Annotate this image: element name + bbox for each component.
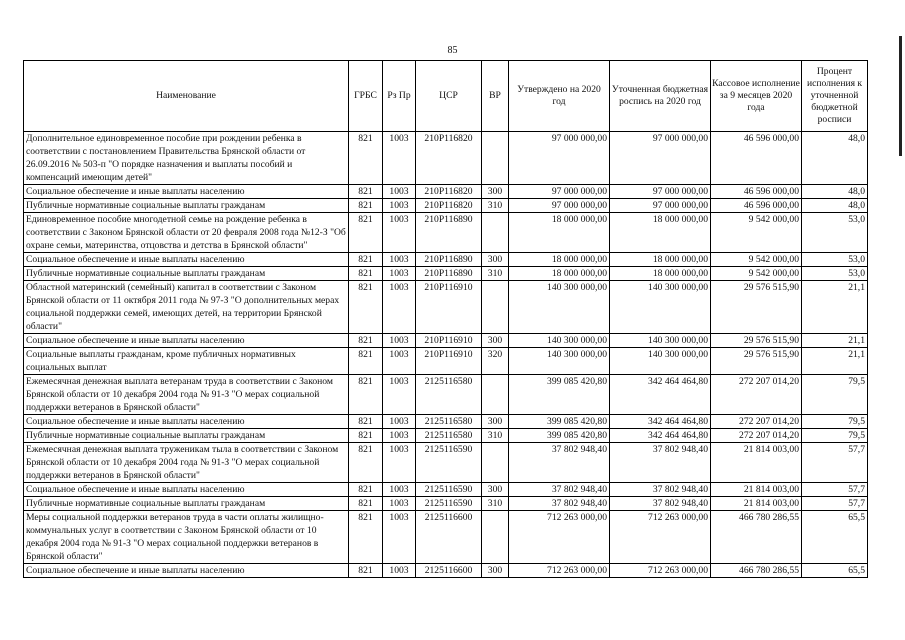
cell-rzpr: 1003	[383, 415, 416, 429]
cell-rzpr: 1003	[383, 429, 416, 443]
cell-percent: 48,0	[802, 185, 868, 199]
cell-grbs: 821	[349, 334, 383, 348]
cell-grbs: 821	[349, 415, 383, 429]
cell-vr	[482, 281, 509, 334]
cell-percent: 65,5	[802, 564, 868, 578]
cell-vr: 300	[482, 334, 509, 348]
cell-revised: 97 000 000,00	[610, 185, 711, 199]
cell-csr: 210P116910	[416, 281, 482, 334]
cell-percent: 53,0	[802, 267, 868, 281]
cell-vr: 300	[482, 185, 509, 199]
cell-revised: 37 802 948,40	[610, 443, 711, 483]
table-row	[24, 334, 868, 348]
cell-approved: 37 802 948,40	[509, 483, 610, 497]
cell-vr	[482, 375, 509, 415]
cell-csr: 2125116580	[416, 415, 482, 429]
cell-name: Социальное обеспечение и иные выплаты населению	[24, 253, 349, 267]
table-row	[24, 443, 868, 483]
cell-name: Ежемесячная денежная выплата труженикам тыла в соответствии с Законом Брянской области от 10 декабря 2004 года № 91-З "О мерах социальной поддержки ветеранов в Брянской области"	[24, 443, 349, 483]
cell-approved: 37 802 948,40	[509, 443, 610, 483]
cell-rzpr: 1003	[383, 267, 416, 281]
cell-percent: 21,1	[802, 281, 868, 334]
cell-csr: 2125116600	[416, 564, 482, 578]
table-row	[24, 415, 868, 429]
cell-approved: 18 000 000,00	[509, 213, 610, 253]
cell-executed: 46 596 000,00	[711, 199, 802, 213]
cell-percent: 53,0	[802, 253, 868, 267]
cell-rzpr: 1003	[383, 497, 416, 511]
cell-executed: 272 207 014,20	[711, 415, 802, 429]
cell-grbs: 821	[349, 497, 383, 511]
cell-revised: 712 263 000,00	[610, 511, 711, 564]
cell-rzpr: 1003	[383, 185, 416, 199]
cell-executed: 9 542 000,00	[711, 253, 802, 267]
header-revised: Уточненная бюджетная роспись на 2020 год	[610, 61, 711, 132]
cell-revised: 37 802 948,40	[610, 483, 711, 497]
header-approved: Утверждено на 2020 год	[509, 61, 610, 132]
cell-percent: 48,0	[802, 132, 868, 185]
cell-approved: 140 300 000,00	[509, 348, 610, 375]
cell-approved: 399 085 420,80	[509, 429, 610, 443]
cell-rzpr: 1003	[383, 348, 416, 375]
cell-rzpr: 1003	[383, 199, 416, 213]
header-percent: Процент исполнения к уточненной бюджетной росписи	[802, 61, 868, 132]
cell-approved: 399 085 420,80	[509, 415, 610, 429]
cell-percent: 79,5	[802, 429, 868, 443]
cell-csr: 2125116590	[416, 483, 482, 497]
cell-revised: 342 464 464,80	[610, 375, 711, 415]
cell-executed: 21 814 003,00	[711, 497, 802, 511]
table-row	[24, 497, 868, 511]
table-row	[24, 253, 868, 267]
cell-revised: 712 263 000,00	[610, 564, 711, 578]
cell-name: Социальное обеспечение и иные выплаты населению	[24, 415, 349, 429]
cell-csr: 210P116820	[416, 132, 482, 185]
cell-csr: 2125116580	[416, 429, 482, 443]
cell-grbs: 821	[349, 267, 383, 281]
header-csr: ЦСР	[416, 61, 482, 132]
cell-name: Социальное обеспечение и иные выплаты населению	[24, 483, 349, 497]
cell-grbs: 821	[349, 375, 383, 415]
cell-vr	[482, 132, 509, 185]
cell-grbs: 821	[349, 511, 383, 564]
cell-name: Публичные нормативные социальные выплаты гражданам	[24, 267, 349, 281]
cell-revised: 342 464 464,80	[610, 429, 711, 443]
cell-vr: 320	[482, 348, 509, 375]
cell-name: Публичные нормативные социальные выплаты гражданам	[24, 199, 349, 213]
cell-executed: 9 542 000,00	[711, 213, 802, 253]
cell-rzpr: 1003	[383, 253, 416, 267]
cell-executed: 46 596 000,00	[711, 132, 802, 185]
cell-csr: 2125116590	[416, 443, 482, 483]
table-row	[24, 185, 868, 199]
cell-executed: 21 814 003,00	[711, 483, 802, 497]
cell-name: Дополнительное единовременное пособие при рождении ребенка в соответствии с постановлением Правительства Брянской области от 26.09.2016 № 503-п "О порядке назначения и выплаты пособий и компенсаций имеющим детей"	[24, 132, 349, 185]
header-vr: ВР	[482, 61, 509, 132]
cell-csr: 210P116820	[416, 185, 482, 199]
cell-rzpr: 1003	[383, 511, 416, 564]
cell-vr: 310	[482, 267, 509, 281]
cell-approved: 399 085 420,80	[509, 375, 610, 415]
cell-grbs: 821	[349, 253, 383, 267]
cell-approved: 97 000 000,00	[509, 199, 610, 213]
cell-name: Областной материнский (семейный) капитал в соответствии с Законом Брянской области от 11 октября 2011 года № 97-З "О дополнительных мерах социальной поддержки семей, имеющих детей, на территории Брянской области"	[24, 281, 349, 334]
cell-csr: 210P116890	[416, 267, 482, 281]
cell-approved: 712 263 000,00	[509, 511, 610, 564]
cell-grbs: 821	[349, 185, 383, 199]
budget-execution-table	[23, 60, 868, 578]
cell-rzpr: 1003	[383, 375, 416, 415]
cell-rzpr: 1003	[383, 132, 416, 185]
cell-vr: 310	[482, 429, 509, 443]
cell-name: Ежемесячная денежная выплата ветеранам труда в соответствии с Законом Брянской области от 10 декабря 2004 года № 91-З "О мерах социальной поддержки ветеранов в Брянской области"	[24, 375, 349, 415]
header-name: Наименование	[24, 61, 349, 132]
cell-csr: 2125116580	[416, 375, 482, 415]
cell-executed: 466 780 286,55	[711, 564, 802, 578]
cell-approved: 140 300 000,00	[509, 281, 610, 334]
cell-revised: 37 802 948,40	[610, 497, 711, 511]
cell-name: Публичные нормативные социальные выплаты гражданам	[24, 429, 349, 443]
cell-vr	[482, 213, 509, 253]
cell-grbs: 821	[349, 281, 383, 334]
cell-percent: 57,7	[802, 497, 868, 511]
cell-vr: 300	[482, 253, 509, 267]
header-grbs: ГРБС	[349, 61, 383, 132]
cell-grbs: 821	[349, 564, 383, 578]
cell-executed: 29 576 515,90	[711, 281, 802, 334]
cell-name: Единовременное пособие многодетной семье на рождение ребенка в соответствии с Законом Брянской области от 20 февраля 2008 года №12-З "Об охране семьи, материнства, отцовства и детства в Брянской области"	[24, 213, 349, 253]
cell-rzpr: 1003	[383, 281, 416, 334]
cell-rzpr: 1003	[383, 483, 416, 497]
table-row	[24, 375, 868, 415]
cell-percent: 48,0	[802, 199, 868, 213]
cell-percent: 21,1	[802, 334, 868, 348]
cell-vr: 300	[482, 483, 509, 497]
cell-revised: 18 000 000,00	[610, 253, 711, 267]
cell-csr: 210P116910	[416, 334, 482, 348]
cell-percent: 57,7	[802, 443, 868, 483]
cell-grbs: 821	[349, 132, 383, 185]
table-row	[24, 564, 868, 578]
cell-vr: 310	[482, 199, 509, 213]
cell-csr: 2125116600	[416, 511, 482, 564]
table-row	[24, 281, 868, 334]
cell-approved: 140 300 000,00	[509, 334, 610, 348]
cell-csr: 2125116590	[416, 497, 482, 511]
cell-revised: 140 300 000,00	[610, 281, 711, 334]
cell-percent: 53,0	[802, 213, 868, 253]
cell-executed: 466 780 286,55	[711, 511, 802, 564]
cell-revised: 140 300 000,00	[610, 334, 711, 348]
cell-csr: 210P116910	[416, 348, 482, 375]
cell-revised: 97 000 000,00	[610, 199, 711, 213]
cell-executed: 272 207 014,20	[711, 375, 802, 415]
cell-name: Публичные нормативные социальные выплаты гражданам	[24, 497, 349, 511]
table-row	[24, 267, 868, 281]
cell-approved: 18 000 000,00	[509, 267, 610, 281]
cell-percent: 79,5	[802, 375, 868, 415]
table-row	[24, 483, 868, 497]
table-body	[24, 132, 868, 578]
cell-rzpr: 1003	[383, 213, 416, 253]
header-rzpr: Рз Пр	[383, 61, 416, 132]
cell-grbs: 821	[349, 213, 383, 253]
cell-approved: 97 000 000,00	[509, 132, 610, 185]
cell-vr	[482, 443, 509, 483]
cell-vr: 300	[482, 564, 509, 578]
cell-percent: 57,7	[802, 483, 868, 497]
cell-vr: 310	[482, 497, 509, 511]
cell-approved: 97 000 000,00	[509, 185, 610, 199]
cell-revised: 140 300 000,00	[610, 348, 711, 375]
header-executed: Кассовое исполнение за 9 месяцев 2020 года	[711, 61, 802, 132]
cell-approved: 18 000 000,00	[509, 253, 610, 267]
cell-csr: 210P116820	[416, 199, 482, 213]
cell-vr: 300	[482, 415, 509, 429]
scan-edge-mark	[899, 36, 902, 156]
cell-name: Социальное обеспечение и иные выплаты населению	[24, 334, 349, 348]
table-row	[24, 511, 868, 564]
cell-name: Социальное обеспечение и иные выплаты населению	[24, 185, 349, 199]
cell-percent: 65,5	[802, 511, 868, 564]
cell-executed: 21 814 003,00	[711, 443, 802, 483]
table-row	[24, 132, 868, 185]
cell-vr	[482, 511, 509, 564]
cell-executed: 29 576 515,90	[711, 348, 802, 375]
cell-rzpr: 1003	[383, 334, 416, 348]
table-row	[24, 429, 868, 443]
cell-grbs: 821	[349, 199, 383, 213]
cell-executed: 29 576 515,90	[711, 334, 802, 348]
cell-percent: 21,1	[802, 348, 868, 375]
cell-name: Социальное обеспечение и иные выплаты населению	[24, 564, 349, 578]
cell-approved: 37 802 948,40	[509, 497, 610, 511]
cell-revised: 342 464 464,80	[610, 415, 711, 429]
cell-grbs: 821	[349, 443, 383, 483]
cell-executed: 46 596 000,00	[711, 185, 802, 199]
table-row	[24, 213, 868, 253]
table-row	[24, 348, 868, 375]
cell-approved: 712 263 000,00	[509, 564, 610, 578]
cell-executed: 9 542 000,00	[711, 267, 802, 281]
table-header-row	[24, 61, 868, 132]
cell-revised: 18 000 000,00	[610, 267, 711, 281]
cell-executed: 272 207 014,20	[711, 429, 802, 443]
cell-name: Меры социальной поддержки ветеранов труда в части оплаты жилищно-коммунальных услуг в соответствии с Законом Брянской области от 10 декабря 2004 года № 91-З "О мерах социальной поддержки ветеранов в Брянской области"	[24, 511, 349, 564]
cell-csr: 210P116890	[416, 213, 482, 253]
cell-grbs: 821	[349, 429, 383, 443]
cell-csr: 210P116890	[416, 253, 482, 267]
cell-grbs: 821	[349, 483, 383, 497]
table-row	[24, 199, 868, 213]
cell-name: Социальные выплаты гражданам, кроме публичных нормативных социальных выплат	[24, 348, 349, 375]
cell-revised: 97 000 000,00	[610, 132, 711, 185]
cell-percent: 79,5	[802, 415, 868, 429]
page-number: 85	[447, 45, 458, 56]
cell-rzpr: 1003	[383, 443, 416, 483]
cell-grbs: 821	[349, 348, 383, 375]
cell-rzpr: 1003	[383, 564, 416, 578]
cell-revised: 18 000 000,00	[610, 213, 711, 253]
